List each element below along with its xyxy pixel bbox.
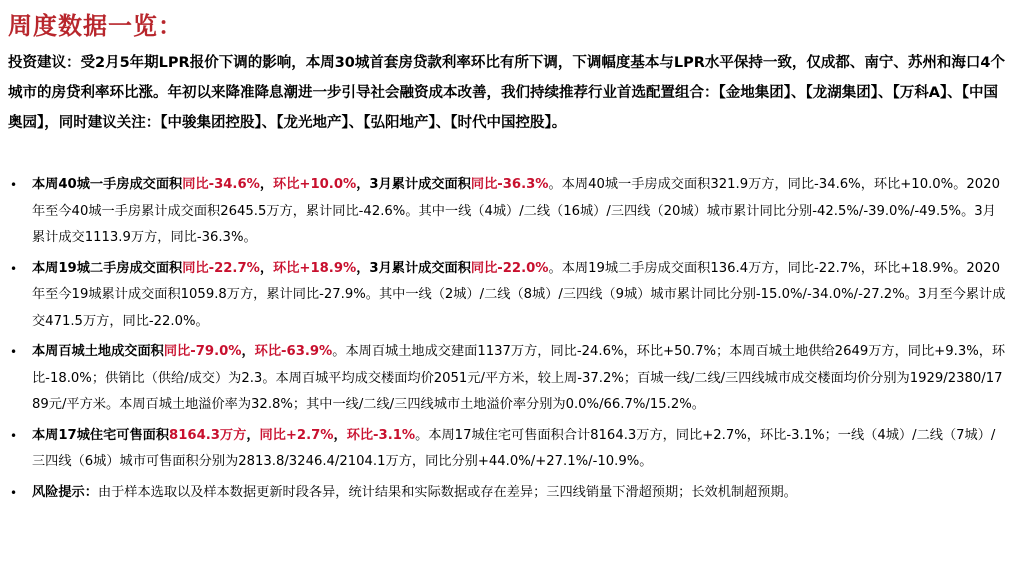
bullet-second-hand-sales: • 本周19城二手房成交面积同比-22.7%，环比+18.9%，3月累计成交面积同比-22.0%。本周19城二手房成交面积136.4万方，同比-22.7%，环比+18.9%。2020年至今19城累计成交面积1059.8万方，累计同比-27.9%。其中一线（2城）/二线（8城）/三四线（9城）城市累计同比分别-15.0%/-34.0%/-27.2%。3月至今累计成交471.5万方，同比-22.0%。 bbox=[8, 256, 1008, 336]
bullet-body: 由于样本选取以及样本数据更新时段各异，统计结果和实际数据或存在差异；三四线销量下滑超预期；长效机制超预期。 bbox=[97, 484, 797, 500]
yoy-stat: 同比-79.0% bbox=[163, 344, 242, 359]
page-title: 周度数据一览： bbox=[8, 11, 183, 40]
bullet-icon: • bbox=[10, 485, 18, 500]
mom-stat: 环比+18.9% bbox=[273, 260, 357, 276]
bullet-subheading: 3月累计成交面积 bbox=[369, 260, 471, 276]
bullet-saleable-inventory: • 本周17城住宅可售面积8164.3万方，同比+2.7%，环比-3.1%。本周17城住宅可售面积合计8164.3万方，同比+2.7%，环比-3.1%；一线（4城）/二线（7城）/三四线（6城）城市可售面积分别为2813.8/3246.4/2104.1万方，同比分别+44.0%/+27.1%/-10.9%。 bbox=[8, 423, 1008, 476]
bullet-icon: • bbox=[10, 345, 18, 359]
bullet-heading: 风险提示： bbox=[32, 484, 98, 500]
yoy-stat: 同比+2.7% bbox=[259, 427, 334, 443]
bullet-heading: 本周百城土地成交面积 bbox=[32, 344, 164, 359]
mom-stat: 环比-3.1% bbox=[346, 427, 416, 443]
bullet-subheading: 3月累计成交面积 bbox=[369, 177, 471, 192]
bullet-body: 本周百城土地成交建面1137万方，同比-24.6%，环比+50.7%；本周百城土地供给2649万方，同比+9.3%，环比-18.0%；供销比（供给/成交）为2.3。本周百城平均成交楼面均价2051元/平方米，较上周-37.2%；百城一线/二线/三四线城市成交楼面均价分别为1929/2380/1789元/平方米。本周百城土地溢价率为32.8%；其中一线/二线/三四线城市土地溢价率分别为0.0%/66.7%/15.2%。 bbox=[32, 344, 1006, 412]
bullet-risk-warning bbox=[8, 480, 1008, 507]
yoy-stat: 同比-34.6% bbox=[182, 177, 260, 192]
bullet-heading: 本周19城二手房成交面积 bbox=[32, 260, 183, 276]
bullet-icon: • bbox=[10, 178, 18, 192]
inventory-stat: 8164.3万方 bbox=[169, 427, 247, 443]
mom-stat: 环比+10.0% bbox=[273, 177, 357, 192]
bullet-land-transactions: • 本周百城土地成交面积同比-79.0%，环比-63.9%。本周百城土地成交建面1137万方，同比-24.6%，环比+50.7%；本周百城土地供给2649万方，同比+9.3%，环比-18.0%；供销比（供给/成交）为2.3。本周百城平均成交楼面均价2051元/平方米，较上周-37.2%；百城一线/二线/三四线城市成交楼面均价分别为1929/2380/1789元/平方米。本周百城土地溢价率为32.8%；其中一线/二线/三四线城市土地溢价率分别为0.0%/66.7%/15.2%。 bbox=[8, 339, 1008, 419]
bullet-list bbox=[8, 172, 1008, 506]
bullet-heading: 本周40城一手房成交面积 bbox=[32, 177, 183, 192]
yoy-stat: 同比-22.7% bbox=[182, 260, 260, 276]
bullet-icon: • bbox=[10, 428, 18, 443]
bullet-icon: • bbox=[10, 261, 18, 276]
bullet-body: 本周40城一手房成交面积321.9万方，同比-34.6%，环比+10.0%。2020年至今40城一手房累计成交面积2645.5万方，累计同比-42.6%。其中一线（4城）/二线（16城）/三四线（20城）城市累计同比分别-42.5%/-39.0%/-49.5%。3月累计成交1113.9万方，同比-36.3%。 bbox=[32, 177, 1000, 245]
cumulative-stat: 同比-22.0% bbox=[470, 260, 549, 276]
bullet-body: 本周17城住宅可售面积合计8164.3万方，同比+2.7%，环比-3.1%；一线（4城）/二线（7城）/三四线（6城）城市可售面积分别为2813.8/3246.4/2104.1万方，同比分别+44.0%/+27.1%/-10.9%。 bbox=[32, 427, 996, 469]
investment-advice: 投资建议：受2月5年期LPR报价下调的影响，本周30城首套房贷款利率环比有所下调，下调幅度基本与LPR水平保持一致，仅成都、南宁、苏州和海口4个城市的房贷利率环比涨。年初以来降准降息潮进一步引导社会融资成本改善，我们持续推荐行业首选配置组合：【金地集团】、【龙湖集团】、【万科A】、【中国奥园】，同时建议关注：【中骏集团控股】、【龙光地产】、【弘阳地产】、【时代中国控股】。 bbox=[8, 55, 1006, 131]
bullet-body: 本周19城二手房成交面积136.4万方，同比-22.7%，环比+18.9%。2020年至今19城累计成交面积1059.8万方，累计同比-27.9%。其中一线（2城）/二线（8城）/三四线（9城）城市累计同比分别-15.0%/-34.0%/-27.2%。3月至今累计成交471.5万方，同比-22.0%。 bbox=[32, 260, 1006, 329]
bullet-new-home-sales: • 本周40城一手房成交面积同比-34.6%，环比+10.0%，3月累计成交面积同比-36.3%。本周40城一手房成交面积321.9万方，同比-34.6%，环比+10.0%。2020年至今40城一手房累计成交面积2645.5万方，累计同比-42.6%。其中一线（4城）/二线（16城）/三四线（20城）城市累计同比分别-42.5%/-39.0%/-49.5%。3月累计成交1113.9万方，同比-36.3%。 bbox=[8, 172, 1008, 252]
mom-stat: 环比-63.9% bbox=[254, 344, 333, 359]
cumulative-stat: 同比-36.3% bbox=[470, 177, 549, 192]
bullet-heading: 本周17城住宅可售面积 bbox=[32, 427, 170, 443]
